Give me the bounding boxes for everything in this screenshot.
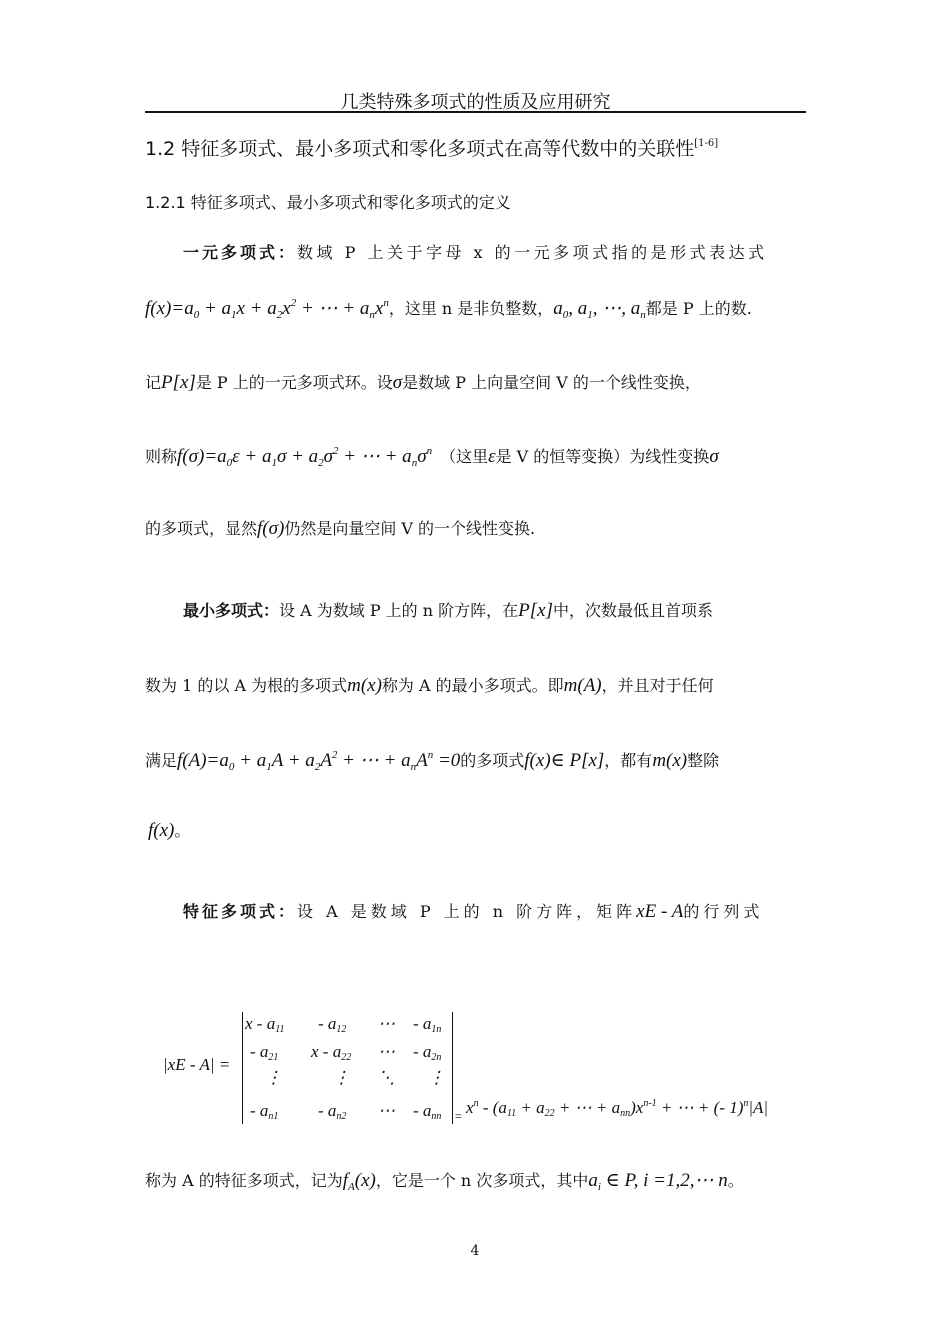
f-x-short: f(x) [148,820,175,841]
det-r2c1: - $a_{21}$ [250,1042,279,1063]
def1-term: 一元多项式： [183,243,298,262]
def2-text5: ，并且对于任何 [601,676,714,695]
def1-line5 [145,516,535,540]
det-right-bar [452,1012,453,1124]
def3-term: 特征多项式： [183,902,298,921]
f-sigma-short: f(σ) [257,518,285,539]
det-expansion: $_=$ $x^n - (a_{11} + a_{22}$ + ⋯ + $a_{nn})x^{n-1}$ + ⋯ + (- 1)$^n$|A| [455,1098,769,1123]
det-r1c1: x - $a_{11}$ [245,1014,285,1035]
det-r2c3: ⋯ [378,1042,395,1061]
m-x-formula-2: m(x) [652,750,688,771]
section-citation: [1-6] [694,138,719,149]
m-a-formula: m(A) [563,675,602,696]
subsection-heading: 1.2.1 特征多项式、最小多项式和零化多项式的定义 [145,193,511,212]
def2-text4: 称为 A 的最小多项式。即 [381,676,564,695]
def1-text10: 的多项式，显然 [145,519,258,538]
section-heading [145,134,718,161]
def2-text3: 数为 1 的以 A 为根的多项式 [145,676,348,695]
sigma-symbol-2: σ [709,446,719,467]
def3-text5: 。 [727,1171,744,1190]
def2-text10: 。 [174,821,191,840]
det-r1c4: - $a_{1n}$ [413,1014,442,1035]
det-r2c4: - $a_{2n}$ [413,1042,442,1063]
det-r3c3: ⋱ [378,1068,395,1087]
epsilon-symbol: ε [488,446,496,467]
def1-line3 [145,370,701,394]
det-lhs: |xE - A| = [163,1055,231,1074]
def2-line3 [145,748,719,773]
page-number: 4 [470,1243,480,1259]
def3-text1: 设 A 是数域 P 上的 n 阶方阵，矩阵 [297,902,637,921]
def1-text6: 是数域 P 上向量空间 V 的一个线性变换， [402,373,701,392]
def2-text2: 中，次数最低且首项系 [553,601,714,620]
header-rule [145,111,806,113]
def2-text8: ，都有 [604,751,653,770]
fx-in-px-formula: f(x)∈ P[x] [524,750,605,771]
def1-line1 [183,240,768,263]
def3-line1 [183,899,763,923]
m-x-formula: m(x) [347,675,382,696]
coeff-list-formula: $a_0$, $a_1$, ⋯, $a_n$ [553,298,646,321]
def1-text8: （这里 [440,447,489,466]
poly-fx-formula: $f(x)=a_0 + a_1x + a_2x^2$ + ⋯ + $a_nx^n$ [145,297,389,321]
det-r2c2: x - $a_{22}$ [311,1042,352,1063]
det-r1c2: - $a_{12}$ [318,1014,347,1035]
f-a-formula: $f(A)=a_0 + a_1A + a_2A^2$ + ⋯ + $a_nA^n =0$ [177,749,461,773]
def2-text1: 设 A 为数域 P 上的 n 阶方阵，在 [279,601,519,620]
def2-term: 最小多项式： [183,601,280,620]
f-sigma-formula: $f(\sigma)=a_0\varepsilon + a_1\sigma + a_2\sigma^2$ + ⋯ + $a_n\sigma^n$ [177,445,433,469]
def2-line2 [145,673,714,697]
def1-text1: 数域 P 上关于字母 x 的一元多项式指的是形式表达式 [297,243,768,262]
def3-line2 [145,1168,744,1193]
det-r4c2: - $a_{n2}$ [318,1101,347,1122]
def2-line1 [183,598,713,622]
def2-text7: 的多项式 [460,751,525,770]
det-r1c3: ⋯ [378,1014,395,1033]
sigma-symbol: σ [392,372,403,393]
def1-text3: 都是 P 上的数. [645,299,752,318]
ai-in-p-formula: $a_i$ ∈ P, i =1,2,⋯ n [588,1170,728,1193]
def2-line4 [148,818,190,842]
px-formula-2: P[x] [518,600,553,621]
det-r3c2: ⋮ [333,1068,350,1087]
det-r4c4: - $a_{nn}$ [413,1101,442,1122]
px-formula: P[x] [161,372,196,393]
def3-text2: 的行列式 [683,902,764,921]
def1-line4 [145,444,719,469]
xe-minus-a-formula: xE - A [636,901,684,922]
def1-text7: 则称 [145,447,178,466]
fa-x-formula: $f_A(x)$ [342,1170,376,1193]
def2-text6: 满足 [145,751,178,770]
det-r3c4: ⋮ [428,1068,445,1087]
def3-text4: ，它是一个 n 次多项式，其中 [375,1171,589,1190]
def1-text5: 是 P 上的一元多项式环。设 [195,373,393,392]
det-r4c3: ⋯ [378,1101,395,1120]
det-r3c1: ⋮ [265,1068,282,1087]
def3-text3: 称为 A 的特征多项式，记为 [145,1171,343,1190]
running-header: 几类特殊多项式的性质及应用研究 [340,92,611,113]
def1-text11: 仍然是向量空间 V 的一个线性变换. [284,519,536,538]
det-r4c1: - $a_{n1}$ [250,1101,279,1122]
def1-text9: 是 V 的恒等变换）为线性变换 [495,447,710,466]
det-left-bar [242,1012,243,1124]
def2-text9: 整除 [687,751,720,770]
def1-line2 [145,296,752,321]
def1-text2: ，这里 n 是非负整数， [388,299,554,318]
section-title: 1.2 特征多项式、最小多项式和零化多项式在高等代数中的关联性 [145,138,695,160]
def1-text4: 记 [145,373,162,392]
